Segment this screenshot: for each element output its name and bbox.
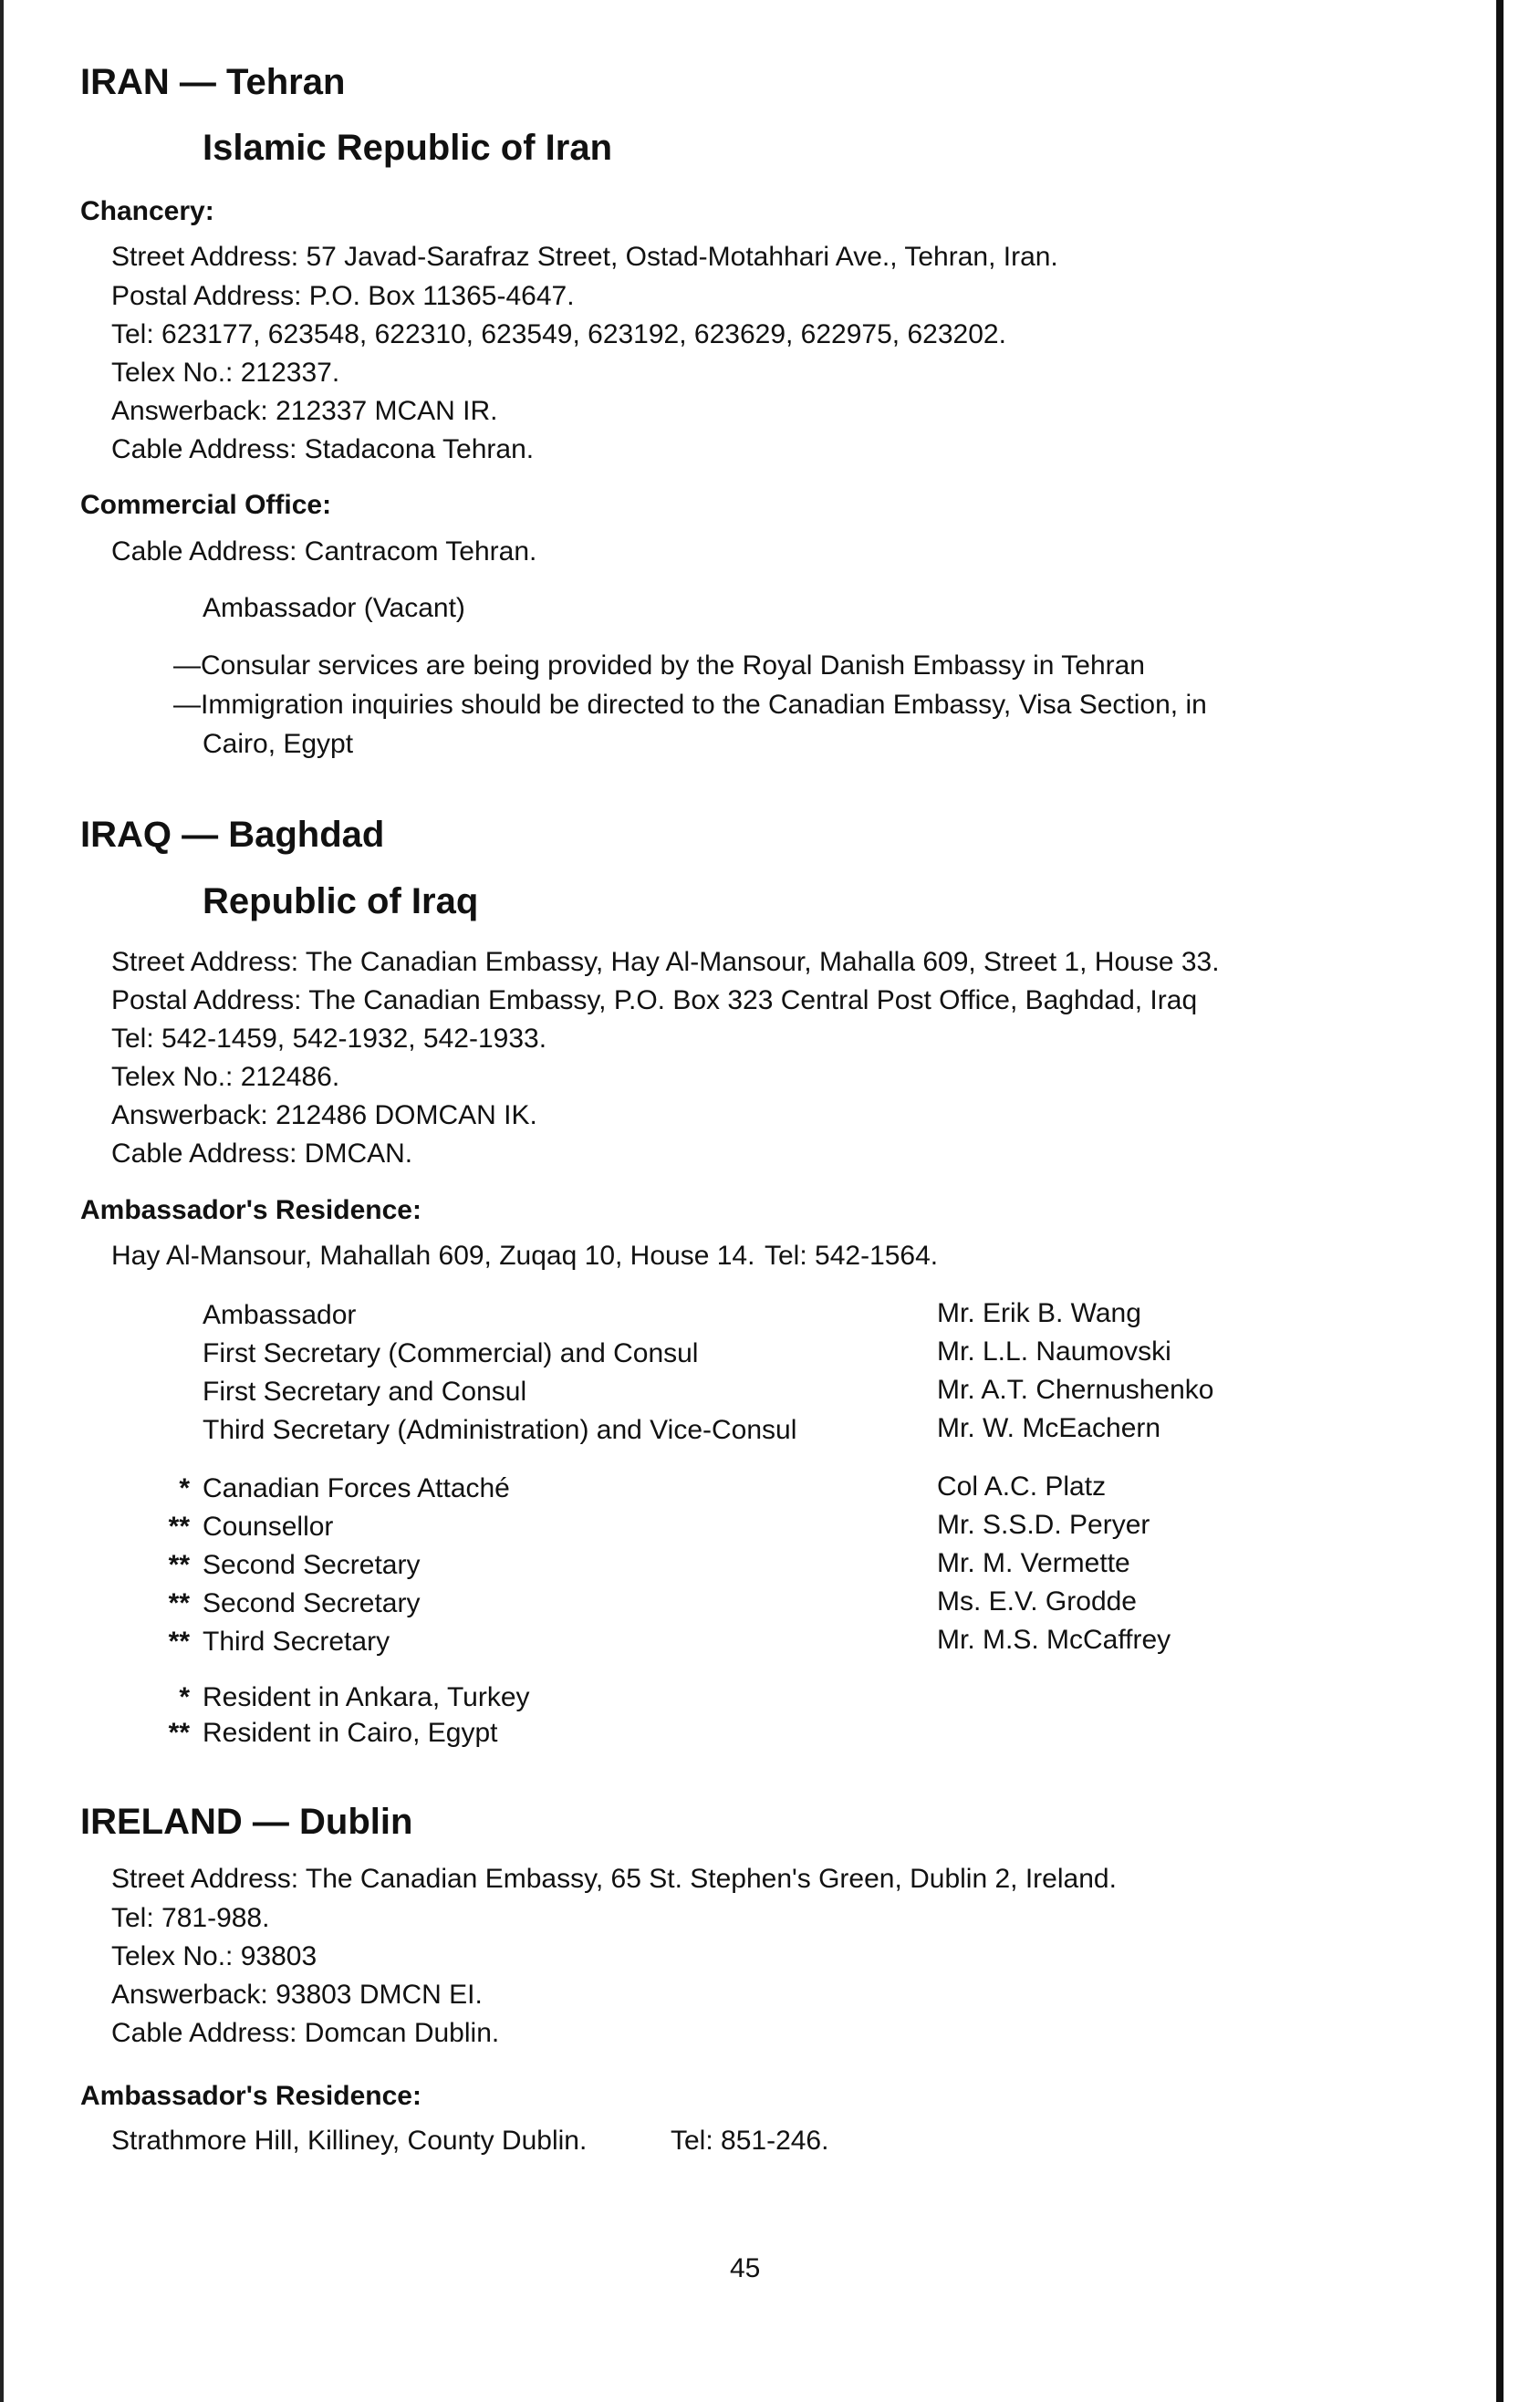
iran-ambassador: Ambassador (Vacant) — [203, 593, 465, 623]
staff-position: Third Secretary (Administration) and Vice-Consul — [203, 1415, 797, 1445]
iran-postal-address: Postal Address: P.O. Box 11365-4647. — [111, 281, 575, 311]
official-name-iran: Islamic Republic of Iran — [203, 128, 613, 168]
iraq-residence-label: Ambassador's Residence: — [80, 1195, 421, 1225]
country-heading-iraq: IRAQ — Baghdad — [80, 815, 385, 855]
staff-name: Mr. S.S.D. Peryer — [937, 1510, 1150, 1540]
footnote-marker: * — [179, 1682, 190, 1712]
iraq-residence-tel: Tel: 542-1564. — [765, 1241, 939, 1271]
staff-marker: ** — [168, 1512, 190, 1542]
staff-position: Second Secretary — [203, 1550, 421, 1580]
iraq-postal-address: Postal Address: The Canadian Embassy, P.O. Box 323 Central Post Office, Baghdad, Iraq — [111, 985, 1198, 1015]
staff-name: Col A.C. Platz — [937, 1471, 1107, 1502]
iran-note-immigration: —Immigration inquiries should be directed to the Canadian Embassy, Visa Section, in — [173, 690, 1207, 720]
ireland-answerback: Answerback: 93803 DMCN EI. — [111, 1980, 483, 2010]
iran-street-address: Street Address: 57 Javad-Sarafraz Street, Ostad-Motahhari Ave., Tehran, Iran. — [111, 242, 1058, 272]
iraq-street-address: Street Address: The Canadian Embassy, Hay Al-Mansour, Mahalla 609, Street 1, House 33. — [111, 947, 1220, 977]
iraq-tel: Tel: 542-1459, 542-1932, 542-1933. — [111, 1024, 547, 1054]
ireland-telex: Telex No.: 93803 — [111, 1941, 317, 1971]
country-heading-ireland: IRELAND — Dublin — [80, 1802, 413, 1842]
ireland-tel: Tel: 781-988. — [111, 1903, 270, 1933]
iraq-residence-address: Hay Al-Mansour, Mahallah 609, Zuqaq 10, House 14. — [111, 1241, 755, 1271]
footnote-text: Resident in Ankara, Turkey — [203, 1682, 530, 1712]
staff-marker: ** — [168, 1550, 190, 1580]
iran-tel: Tel: 623177, 623548, 622310, 623549, 623192, 623629, 622975, 623202. — [111, 319, 1006, 349]
iraq-cable-address: Cable Address: DMCAN. — [111, 1139, 413, 1169]
iran-telex: Telex No.: 212337. — [111, 358, 340, 388]
staff-name: Mr. L.L. Naumovski — [937, 1336, 1171, 1367]
staff-name: Ms. E.V. Grodde — [937, 1586, 1137, 1617]
staff-name: Mr. Erik B. Wang — [937, 1298, 1141, 1328]
staff-position: Canadian Forces Attaché — [203, 1473, 510, 1503]
staff-marker: * — [179, 1473, 190, 1503]
ireland-cable-address: Cable Address: Domcan Dublin. — [111, 2018, 500, 2048]
ireland-residence-tel: Tel: 851-246. — [671, 2126, 829, 2156]
staff-marker: ** — [168, 1588, 190, 1618]
staff-name: Mr. W. McEachern — [937, 1413, 1161, 1443]
country-heading-iran: IRAN — Tehran — [80, 62, 346, 102]
footnote-text: Resident in Cairo, Egypt — [203, 1718, 498, 1748]
staff-position: Counsellor — [203, 1512, 334, 1542]
staff-marker: ** — [168, 1627, 190, 1657]
ireland-residence-address: Strathmore Hill, Killiney, County Dublin. — [111, 2126, 588, 2156]
iran-note-consular: —Consular services are being provided by the Royal Danish Embassy in Tehran — [173, 650, 1145, 681]
staff-position: Ambassador — [203, 1300, 357, 1330]
iran-commercial-cable: Cable Address: Cantracom Tehran. — [111, 536, 537, 567]
official-name-iraq: Republic of Iraq — [203, 881, 479, 921]
page-number: 45 — [730, 2253, 761, 2283]
commercial-office-label: Commercial Office: — [80, 490, 332, 520]
staff-position: Third Secretary — [203, 1627, 390, 1657]
staff-position: First Secretary and Consul — [203, 1377, 527, 1407]
staff-position: First Secretary (Commercial) and Consul — [203, 1338, 699, 1368]
ireland-residence-label: Ambassador's Residence: — [80, 2081, 421, 2111]
chancery-label: Chancery: — [80, 196, 214, 226]
iran-cable-address: Cable Address: Stadacona Tehran. — [111, 434, 535, 464]
ireland-street-address: Street Address: The Canadian Embassy, 65 St. Stephen's Green, Dublin 2, Ireland. — [111, 1864, 1117, 1894]
staff-name: Mr. M.S. McCaffrey — [937, 1625, 1171, 1655]
iraq-telex: Telex No.: 212486. — [111, 1062, 340, 1092]
iraq-answerback: Answerback: 212486 DOMCAN IK. — [111, 1100, 537, 1130]
staff-name: Mr. M. Vermette — [937, 1548, 1130, 1578]
footnote-marker: ** — [168, 1718, 190, 1748]
staff-position: Second Secretary — [203, 1588, 421, 1618]
iran-note-immigration-cont: Cairo, Egypt — [203, 729, 354, 759]
staff-name: Mr. A.T. Chernushenko — [937, 1375, 1214, 1405]
iran-answerback: Answerback: 212337 MCAN IR. — [111, 396, 498, 426]
